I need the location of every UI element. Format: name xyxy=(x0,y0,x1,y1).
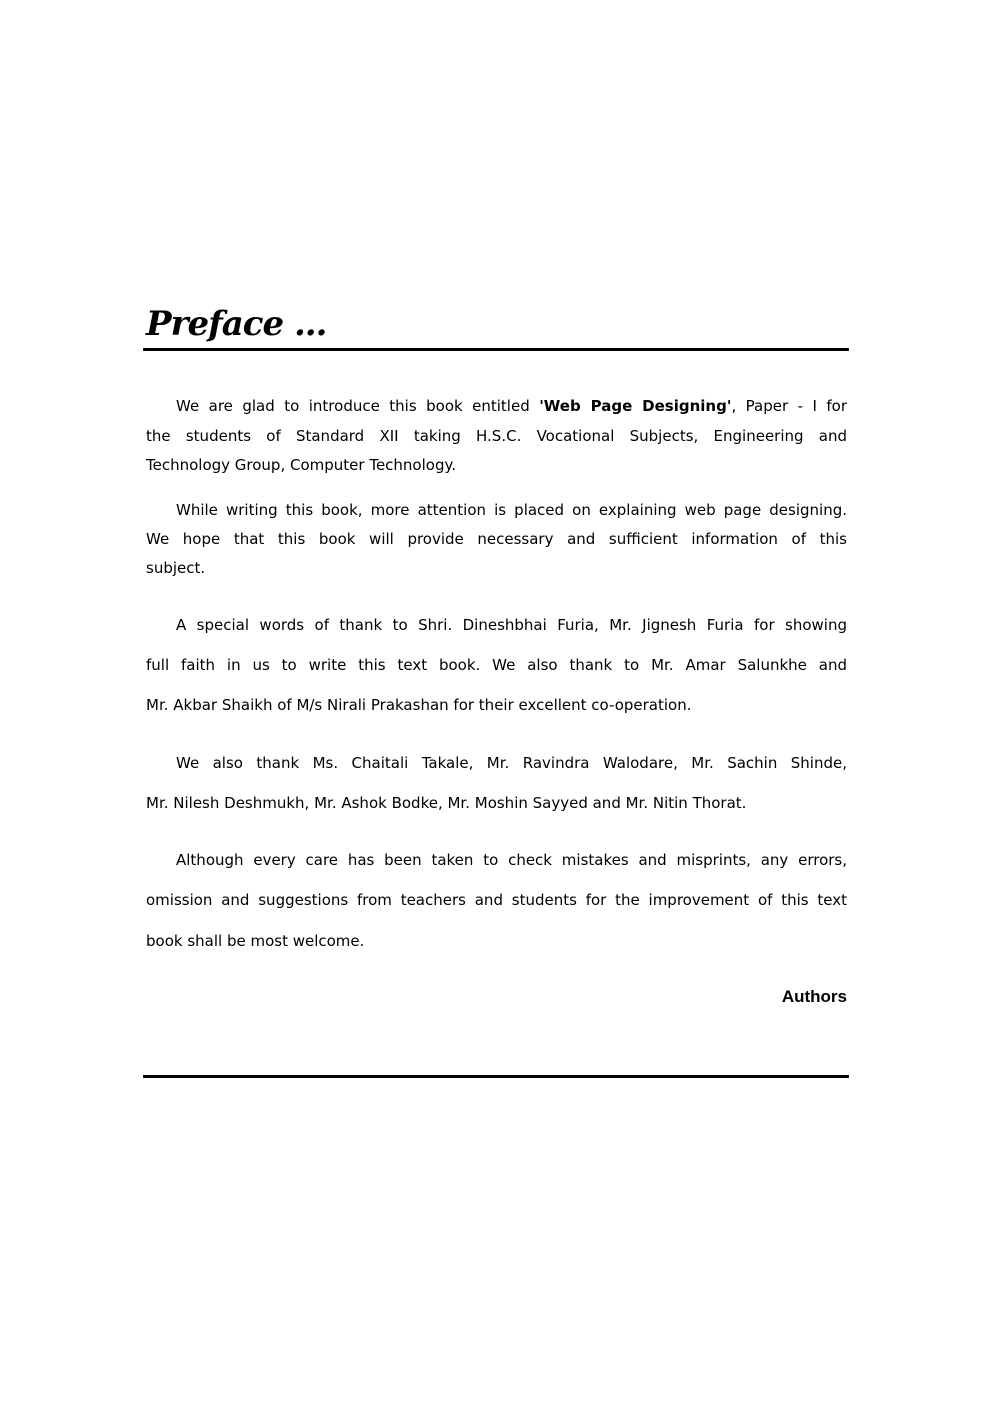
paragraph-line: We hope that this book will provide necessary and sufficient information of this xyxy=(146,530,847,548)
paragraph-line: While writing this book, more attention is placed on explaining web page designing. xyxy=(176,501,847,519)
text: We are glad to introduce this book entitled xyxy=(176,397,540,415)
paragraph-line: subject. xyxy=(146,559,206,577)
title-rule xyxy=(143,348,849,351)
bottom-rule xyxy=(143,1075,849,1078)
book-title: 'Web Page Designing' xyxy=(539,397,732,415)
page-title: Preface ... xyxy=(146,304,327,344)
paragraph-line: A special words of thank to Shri. Dineshbhai Furia, Mr. Jignesh Furia for showing xyxy=(176,616,847,634)
paragraph-line xyxy=(176,396,847,416)
paragraph-line: Technology Group, Computer Technology. xyxy=(146,456,456,474)
paragraph-line: book shall be most welcome. xyxy=(146,932,365,950)
paragraph-line: We also thank Ms. Chaitali Takale, Mr. Ravindra Walodare, Mr. Sachin Shinde, xyxy=(176,754,847,772)
text: , Paper - I for xyxy=(731,397,847,415)
paragraph-line: full faith in us to write this text book. We also thank to Mr. Amar Salunkhe and xyxy=(146,656,847,674)
paragraph-line: Although every care has been taken to check mistakes and misprints, any errors, xyxy=(176,851,847,869)
paragraph-line: Mr. Nilesh Deshmukh, Mr. Ashok Bodke, Mr. Moshin Sayyed and Mr. Nitin Thorat. xyxy=(146,794,747,812)
paragraph-line: the students of Standard XII taking H.S.C. Vocational Subjects, Engineering and xyxy=(146,427,847,445)
paragraph-line: omission and suggestions from teachers and students for the improvement of this text xyxy=(146,891,847,909)
paragraph-line: Mr. Akbar Shaikh of M/s Nirali Prakashan for their excellent co-operation. xyxy=(146,696,692,714)
signature: Authors xyxy=(781,987,847,1006)
